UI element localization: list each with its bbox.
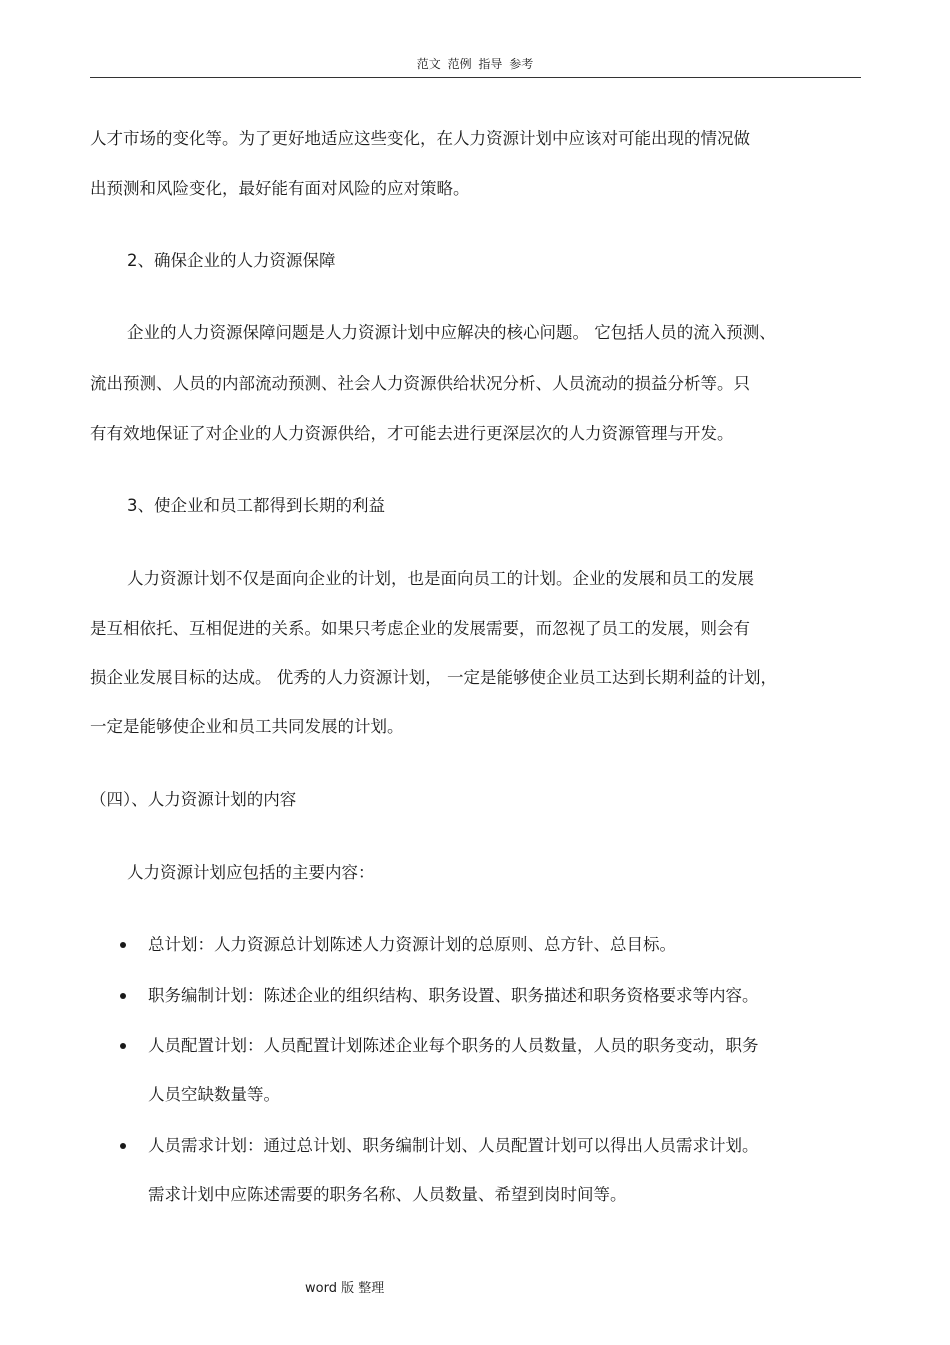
bullet-icon <box>120 993 126 999</box>
intro-line: 人力资源计划应包括的主要内容： <box>127 863 375 882</box>
list-item: 人员配置计划：人员配置计划陈述企业每个职务的人员数量，人员的职务变动，职务 <box>148 1036 759 1055</box>
page-footer: word 版 整理 <box>305 1281 385 1296</box>
list-item: 总计划：人力资源总计划陈述人力资源计划的总原则、总方针、总目标。 <box>148 935 676 954</box>
header-rule <box>90 77 861 78</box>
section-heading: 3、使企业和员工都得到长期的利益 <box>127 496 385 515</box>
paragraph-line: 人才市场的变化等。为了更好地适应这些变化，在人力资源计划中应该对可能出现的情况做 <box>90 129 750 148</box>
list-item: 职务编制计划：陈述企业的组织结构、职务设置、职务描述和职务资格要求等内容。 <box>148 986 759 1005</box>
bullet-icon <box>120 1143 126 1149</box>
paragraph-line: 企业的人力资源保障问题是人力资源计划中应解决的核心问题。 它包括人员的流入预测、 <box>127 323 776 342</box>
paragraph-line: 出预测和风险变化，最好能有面对风险的应对策略。 <box>90 179 470 198</box>
list-item-continuation: 需求计划中应陈述需要的职务名称、人员数量、希望到岗时间等。 <box>148 1185 627 1204</box>
list-item-continuation: 人员空缺数量等。 <box>148 1085 280 1104</box>
paragraph-line: 一定是能够使企业和员工共同发展的计划。 <box>90 717 404 736</box>
paragraph-line: 人力资源计划不仅是面向企业的计划，也是面向员工的计划。企业的发展和员工的发展 <box>127 569 754 588</box>
paragraph-line: 流出预测、人员的内部流动预测、社会人力资源供给状况分析、人员流动的损益分析等。只 <box>90 374 750 393</box>
paragraph-line: 有有效地保证了对企业的人力资源供给，才可能去进行更深层次的人力资源管理与开发。 <box>90 424 734 443</box>
list-item: 人员需求计划：通过总计划、职务编制计划、人员配置计划可以得出人员需求计划。 <box>148 1136 759 1155</box>
paragraph-line: 损企业发展目标的达成。 优秀的人力资源计划， 一定是能够使企业员工达到长期利益的计划， <box>90 668 777 687</box>
bullet-icon <box>120 1043 126 1049</box>
section-heading: （四）、人力资源计划的内容 <box>90 790 297 809</box>
bullet-icon <box>120 942 126 948</box>
paragraph-line: 是互相依托、互相促进的关系。如果只考虑企业的发展需要，而忽视了员工的发展，则会有 <box>90 619 750 638</box>
section-heading: 2、确保企业的人力资源保障 <box>127 251 336 270</box>
header-text: 范文 范例 指导 参考 <box>416 57 534 71</box>
